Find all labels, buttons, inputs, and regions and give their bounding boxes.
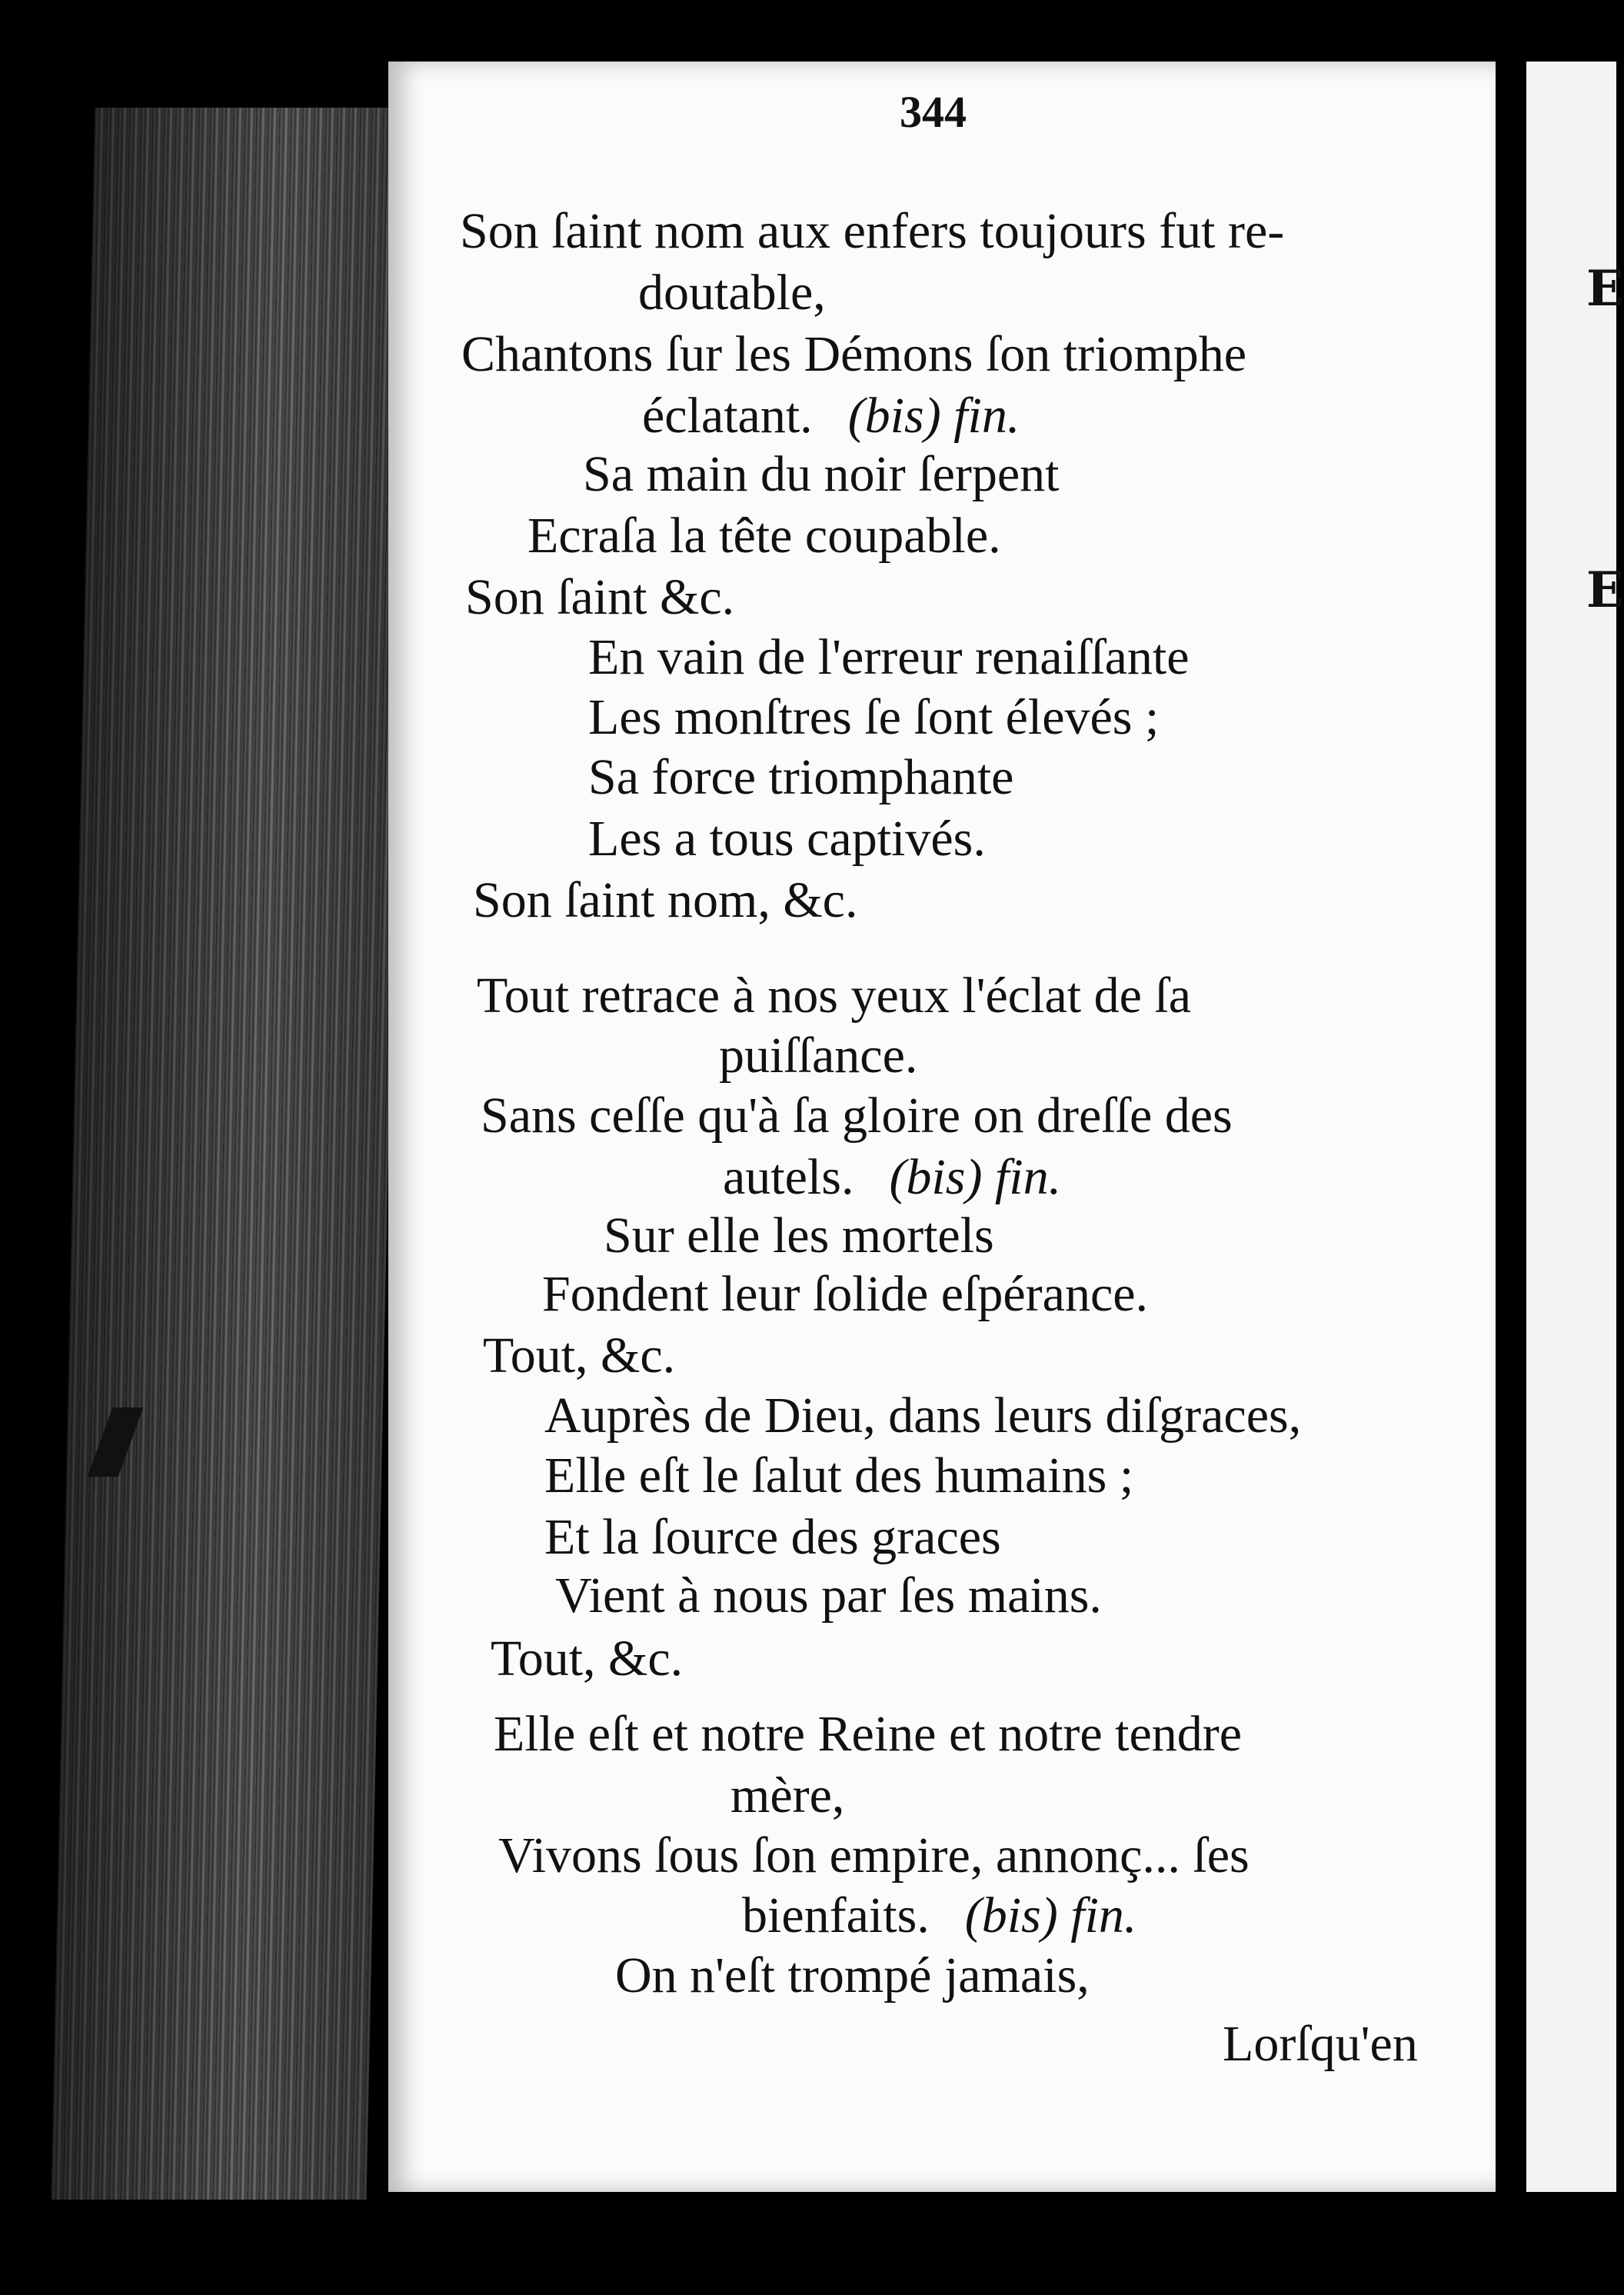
text-line: Auprès de Dieu, dans leurs diſgraces, — [544, 1387, 1302, 1444]
text-line: On n'eſt trompé jamais, — [615, 1947, 1090, 2004]
text-line: Son ſaint nom, &c. — [473, 872, 858, 928]
text-line: Tout, &c. — [491, 1630, 684, 1687]
text-line: éclatant. (bis) fin. — [642, 388, 1020, 444]
text-line: Elle eſt le ſalut des humains ; — [544, 1447, 1134, 1504]
text-line: Fondent leur ſolide eſpérance. — [542, 1266, 1149, 1322]
page-number: 344 — [900, 87, 967, 137]
text-line: Sa force triomphante — [588, 749, 1014, 805]
text-line: bienfaits. (bis) fin. — [742, 1887, 1137, 1944]
text-line: Sa main du noir ſerpent — [583, 446, 1060, 502]
text-line: mère, — [730, 1767, 845, 1824]
binding-gap — [1496, 46, 1526, 2207]
text-line: En vain de l'erreur renaiſſante — [588, 629, 1190, 685]
bis-fin-note: (bis) fin. — [964, 1887, 1137, 1944]
text-line: Elle eſt et notre Reine et notre tendre — [494, 1706, 1243, 1762]
facing-page-letter: E — [1586, 260, 1624, 318]
text-line: Vient à nous par ſes mains. — [555, 1567, 1102, 1624]
text-line: Sur elle les mortels — [604, 1207, 994, 1264]
page-fore-edge-shade — [52, 108, 411, 2200]
facing-page-letter: E — [1586, 561, 1624, 619]
text-line: autels. (bis) fin. — [723, 1149, 1062, 1205]
text-line: Les monſtres ſe ſont élevés ; — [588, 689, 1160, 745]
text-line: Ecraſa la tête coupable. — [527, 508, 1001, 564]
text-line: doutable, — [638, 265, 826, 321]
catchword: Lorſqu'en — [1223, 2016, 1418, 2072]
text-line: Son ſaint nom aux enfers toujours fut re- — [460, 203, 1285, 259]
text-line: Tout, &c. — [483, 1327, 676, 1384]
bis-fin-note: (bis) fin. — [889, 1149, 1062, 1205]
text-line: Les a tous captivés. — [588, 811, 986, 867]
text-line: Sans ceſſe qu'à ſa gloire on dreſſe des — [481, 1088, 1233, 1144]
bis-fin-note: (bis) fin. — [847, 388, 1020, 444]
text-line: puiſſance. — [719, 1028, 918, 1084]
facing-page — [1526, 62, 1624, 2192]
text-line: Son ſaint &c. — [465, 569, 735, 625]
text-line: Et la ſource des graces — [544, 1509, 1001, 1565]
text-line: Vivons ſous ſon empire, annonç... ſes — [498, 1827, 1250, 1884]
text-line: Tout retrace à nos yeux l'éclat de ſa — [477, 968, 1191, 1024]
text-line: Chantons ſur les Démons ſon triomphe — [461, 326, 1247, 382]
